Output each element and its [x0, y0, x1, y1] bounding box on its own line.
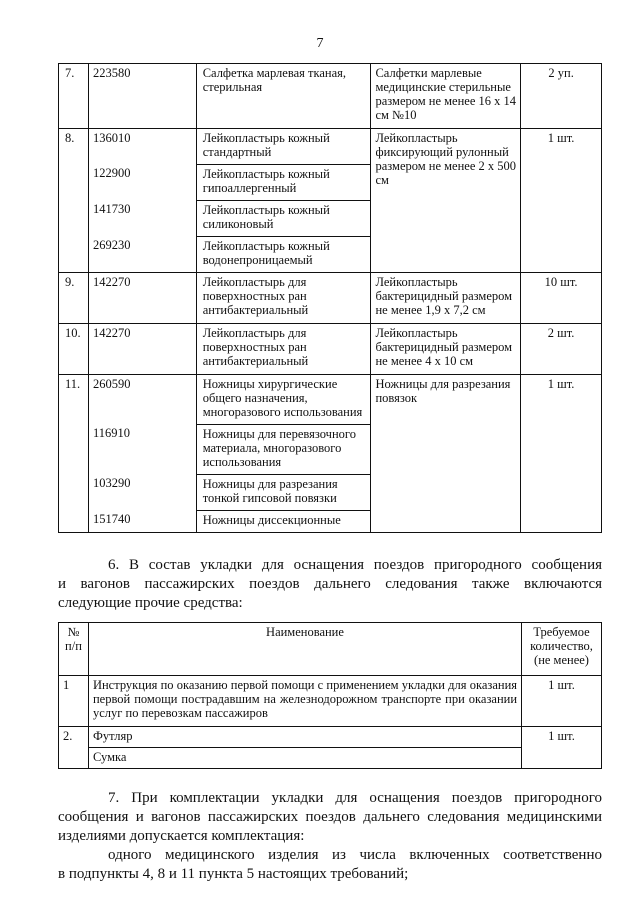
table-row	[59, 324, 602, 375]
item-requirement: Салфетки марлевые медицинские стерильные размером не менее 16 х 14 см №10	[371, 64, 521, 129]
section-7-line: изделиями допускается комплектация:	[58, 828, 305, 844]
item-name: Лейкопластырь кожный стандартный	[196, 129, 371, 165]
table-row	[59, 64, 602, 129]
item-requirement: Лейкопластырь бактерицидный размером не менее 1,9 х 7,2 см	[371, 273, 521, 324]
table-row	[59, 727, 602, 748]
item-quantity: 1 шт.	[522, 676, 602, 727]
item-code: 223580	[88, 64, 196, 129]
section-7-paragraph	[58, 789, 602, 884]
item-quantity: 10 шт.	[521, 273, 602, 324]
header-quantity: Требуемое количество, (не менее)	[522, 623, 602, 676]
table-row	[59, 676, 602, 727]
item-name: Лейкопластырь кожный водонепроницаемый	[196, 236, 371, 273]
row-number: 10.	[59, 324, 89, 375]
section-7-line: 7. При комплектации укладки для оснащения поездов пригородного	[108, 790, 602, 806]
table-header-row	[59, 623, 602, 676]
item-code: 151740	[88, 510, 196, 533]
item-name: Ножницы для разрезания тонкой гипсовой повязки	[196, 474, 371, 510]
header-name: Наименование	[88, 623, 521, 676]
item-quantity: 2 шт.	[521, 324, 602, 375]
item-code: 142270	[88, 324, 196, 375]
section-6-line: 6. В состав укладки для оснащения поездов пригородного сообщения	[108, 557, 602, 573]
equipment-table	[58, 63, 602, 533]
item-name: Лейкопластырь кожный силиконовый	[196, 200, 371, 236]
item-name: Ножницы диссекционные	[196, 510, 371, 533]
item-quantity: 1 шт.	[521, 129, 602, 273]
item-name: Лейкопластырь для поверхностных ран антибактериальный	[196, 273, 371, 324]
table-row	[59, 129, 602, 165]
item-code: 122900	[88, 164, 196, 200]
item-name: Салфетка марлевая тканая, стерильная	[196, 64, 371, 129]
row-number: 9.	[59, 273, 89, 324]
section-6-line: и вагонов пассажирских поездов дальнего следования также включаются	[58, 576, 602, 592]
row-number: 8.	[59, 129, 89, 273]
item-requirement: Лейкопластырь бактерицидный размером не менее 4 х 10 см	[371, 324, 521, 375]
item-quantity: 2 уп.	[521, 64, 602, 129]
item-requirement: Лейкопластырь фиксирующий рулонный размером не менее 2 х 500 см	[371, 129, 521, 273]
section-6-paragraph	[58, 556, 602, 613]
header-number: № п/п	[59, 623, 89, 676]
item-name: Инструкция по оказанию первой помощи с применением укладки для оказания первой помощи пострадавшим на железнодорожном транспорте при оказании услуг по перевозкам пассажиров	[88, 676, 521, 727]
item-name: Лейкопластырь кожный гипоаллергенный	[196, 164, 371, 200]
section-6-line: следующие прочие средства:	[58, 595, 243, 611]
item-code: 116910	[88, 424, 196, 474]
item-name: Футляр	[88, 727, 521, 748]
other-items-table	[58, 622, 602, 769]
item-quantity: 1 шт.	[522, 727, 602, 769]
section-7-line: сообщения и вагонов пассажирских поездов дальнего следования медицинскими	[58, 809, 602, 825]
table-row	[59, 375, 602, 425]
section-7-line: в подпункты 4, 8 и 11 пункта 5 настоящих требований;	[58, 866, 409, 882]
row-number: 11.	[59, 375, 89, 533]
table-row	[59, 273, 602, 324]
page-number: 7	[316, 36, 324, 51]
row-number: 2.	[59, 727, 89, 769]
section-7-line: одного медицинского изделия из числа включенных соответственно	[108, 847, 602, 863]
item-code: 260590	[88, 375, 196, 425]
item-code: 269230	[88, 236, 196, 273]
row-number: 1	[59, 676, 89, 727]
item-code: 141730	[88, 200, 196, 236]
table-row	[59, 748, 602, 769]
item-code: 142270	[88, 273, 196, 324]
item-name: Ножницы для перевязочного материала, многоразового использования	[196, 424, 371, 474]
item-code: 103290	[88, 474, 196, 510]
row-number: 7.	[59, 64, 89, 129]
item-name: Ножницы хирургические общего назначения, многоразового использования	[196, 375, 371, 425]
item-code: 136010	[88, 129, 196, 165]
item-name: Лейкопластырь для поверхностных ран антибактериальный	[196, 324, 371, 375]
item-name: Сумка	[88, 748, 521, 769]
item-requirement: Ножницы для разрезания повязок	[371, 375, 521, 533]
item-quantity: 1 шт.	[521, 375, 602, 533]
